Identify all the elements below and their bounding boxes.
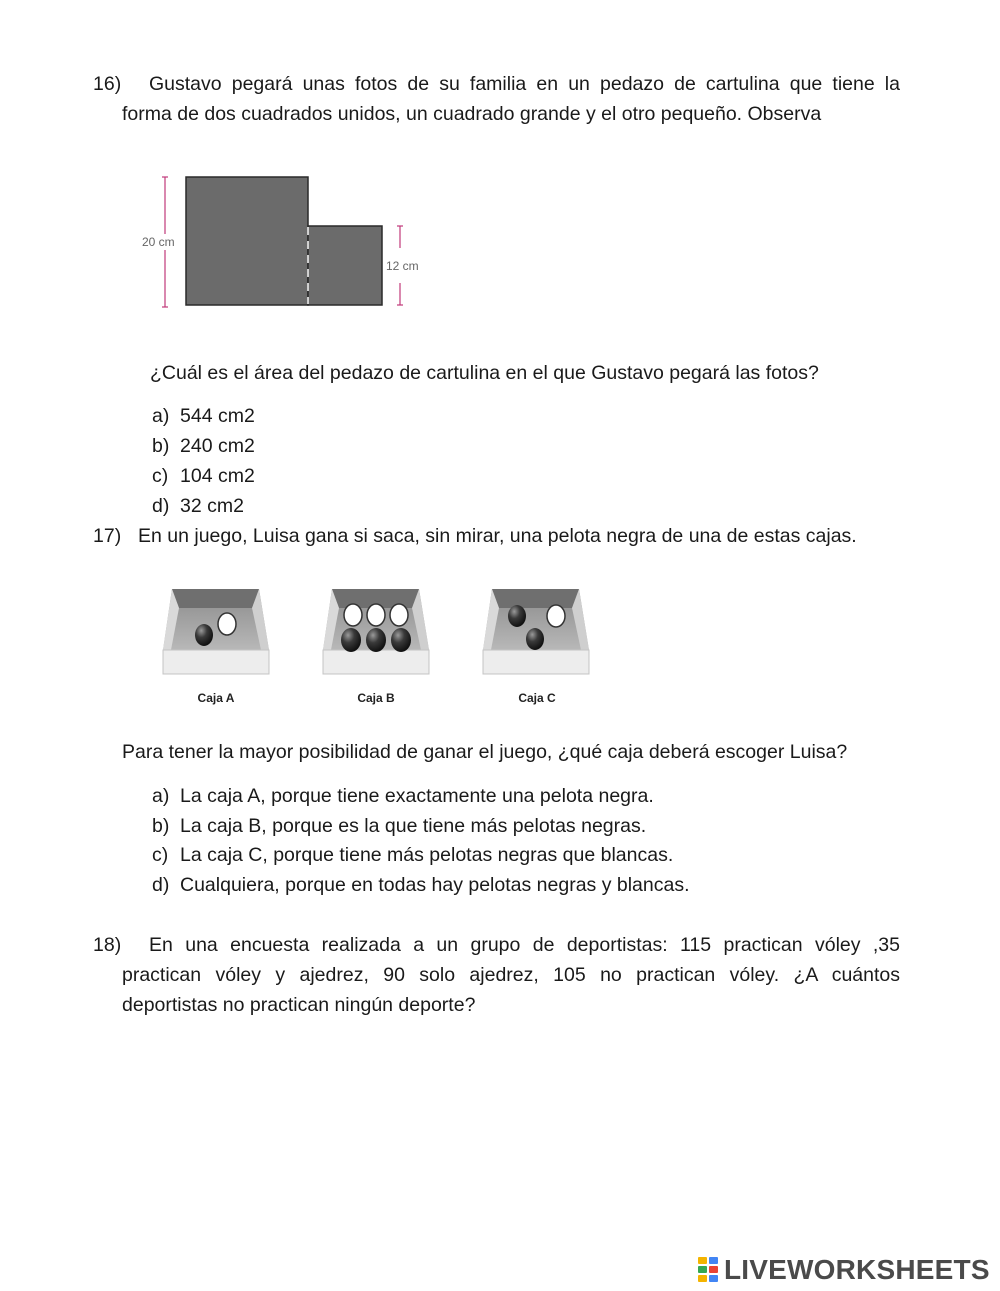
liveworksheets-logo	[698, 1253, 990, 1287]
logo-block	[709, 1257, 718, 1264]
logo-block	[709, 1266, 718, 1273]
q16-question: ¿Cuál es el área del pedazo de cartulina en el que Gustavo pegará las fotos?	[150, 362, 819, 384]
box-b	[323, 589, 429, 705]
black-ball	[526, 628, 544, 650]
q16-option-c: c) 104 cm2	[152, 465, 255, 487]
q16-number: 16)	[93, 73, 122, 95]
q18-line1: 18) En una encuesta realizada a un grupo de deportistas: 115 practican vóley ,35	[93, 930, 900, 960]
q18-number: 18)	[93, 934, 122, 956]
white-ball	[547, 605, 565, 627]
caption-box-b: Caja B	[357, 691, 395, 705]
logo-text: LIVEWORKSHEETS	[724, 1254, 990, 1285]
black-ball	[195, 624, 213, 646]
white-ball	[344, 604, 362, 626]
black-ball	[366, 628, 386, 652]
white-ball	[390, 604, 408, 626]
q16-option-a: a) 544 cm2	[152, 405, 255, 427]
small-square	[308, 226, 382, 305]
label-small-square: 12 cm	[386, 259, 419, 273]
white-ball	[367, 604, 385, 626]
shape-figure	[130, 170, 440, 315]
logo-mark-icon	[698, 1257, 720, 1283]
q16-line1: 16) Gustavo pegará unas fotos de su familia en un pedazo de cartulina que tiene la	[93, 69, 900, 99]
box-a	[163, 589, 269, 705]
logo-block	[698, 1266, 707, 1273]
q16-line2: forma de dos cuadrados unidos, un cuadrado grande y el otro pequeño. Observa	[122, 103, 822, 125]
caption-box-a: Caja A	[197, 691, 235, 705]
black-ball	[508, 605, 526, 627]
logo-block	[709, 1275, 718, 1282]
q17-number: 17)	[93, 525, 122, 547]
q17-option-d: d) Cualquiera, porque en todas hay pelotas negras y blancas.	[152, 874, 690, 896]
q16-option-b: b) 240 cm2	[152, 435, 255, 457]
logo-block	[698, 1275, 707, 1282]
q18-line3: deportistas no practican ningún deporte?	[122, 994, 476, 1016]
q17-question: Para tener la mayor posibilidad de ganar el juego, ¿qué caja deberá escoger Luisa?	[122, 741, 848, 763]
q17-line1: 17) En un juego, Luisa gana si saca, sin mirar, una pelota negra de una de estas cajas.	[93, 521, 857, 551]
q18-line2: practican vóley y ajedrez, 90 solo ajedrez, 105 no practican vóley. ¿A cuántos	[122, 964, 900, 986]
logo-block	[698, 1257, 707, 1264]
label-big-square: 20 cm	[142, 235, 175, 249]
q16-option-d: d) 32 cm2	[152, 495, 244, 517]
q17-option-c: c) La caja C, porque tiene más pelotas negras que blancas.	[152, 844, 674, 866]
black-ball	[391, 628, 411, 652]
box-c	[483, 589, 589, 705]
boxes-figure	[155, 580, 600, 715]
white-ball	[218, 613, 236, 635]
caption-box-c: Caja C	[518, 691, 556, 705]
q17-option-a: a) La caja A, porque tiene exactamente una pelota negra.	[152, 785, 654, 807]
black-ball	[341, 628, 361, 652]
q17-option-b: b) La caja B, porque es la que tiene más pelotas negras.	[152, 815, 647, 837]
big-square	[186, 177, 308, 305]
